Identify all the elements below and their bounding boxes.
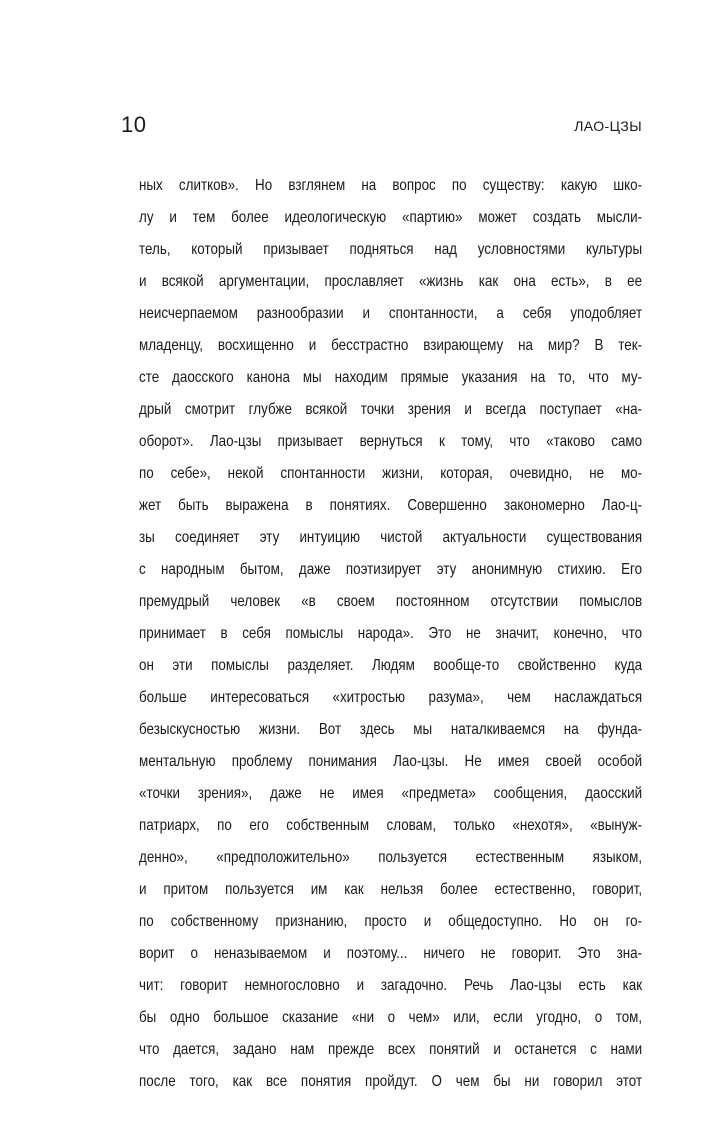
text-line: бы одно большое сказание «ни о чем» или, если угодно, о том,: [139, 1009, 643, 1026]
running-title: ЛАО-ЦЗЫ: [574, 118, 642, 134]
text-line: дрый смотрит глубже всякой точки зрения и всегда поступает «на-: [139, 401, 643, 418]
text-line: он эти помыслы разделяет. Людям вообще-то свойственно куда: [139, 657, 643, 674]
text-line: лу и тем более идеологическую «партию» может создать мысли-: [139, 209, 643, 226]
text-line: премудрый человек «в своем постоянном отсутствии помыслов: [139, 593, 643, 610]
text-line: неисчерпаемом разнообразии и спонтанности, а себя уподобляет: [139, 305, 643, 322]
text-line: принимает в себя помыслы народа». Это не значит, конечно, что: [139, 625, 643, 642]
text-line: после того, как все понятия пройдут. О чем бы ни говорил этот: [139, 1073, 643, 1090]
text-line: чит: говорит немногословно и загадочно. Речь Лао-цзы есть как: [139, 977, 643, 994]
text-line: денно», «предположительно» пользуется естественным языком,: [139, 849, 643, 866]
text-line: младенцу, восхищенно и бесстрастно взирающему на мир? В тек-: [139, 337, 643, 354]
text-line: с народным бытом, даже поэтизирует эту анонимную стихию. Его: [139, 561, 643, 578]
text-line: и всякой аргументации, прославляет «жизнь как она есть», в ее: [139, 273, 643, 290]
text-line: патриарх, по его собственным словам, только «нехотя», «вынуж-: [139, 817, 643, 834]
text-line: ментальную проблему понимания Лао-цзы. Не имея своей особой: [139, 753, 643, 770]
text-line: безыскусностью жизни. Вот здесь мы наталкиваемся на фунда-: [139, 721, 643, 738]
text-line: что дается, задано нам прежде всех понятий и останется с нами: [139, 1041, 643, 1058]
page-number: 10: [121, 112, 147, 137]
text-line: ных слитков». Но взглянем на вопрос по существу: какую шко-: [139, 177, 643, 194]
text-line: ворит о неназываемом и поэтому... ничего не говорит. Это зна-: [139, 945, 643, 962]
text-line: оборот». Лао-цзы призывает вернуться к тому, что «таково само: [139, 433, 643, 450]
body-text: [139, 170, 642, 1098]
text-line: сте даосского канона мы находим прямые указания на то, что му-: [139, 369, 643, 386]
text-line: по собственному признанию, просто и общедоступно. Но он го-: [139, 913, 643, 930]
page-header: [121, 112, 642, 142]
text-line: «точки зрения», даже не имея «предмета» сообщения, даосский: [139, 785, 643, 802]
text-line: жет быть выражена в понятиях. Совершенно закономерно Лао-ц-: [139, 497, 643, 514]
text-line: по себе», некой спонтанности жизни, которая, очевидно, не мо-: [139, 465, 643, 482]
text-line: больше интересоваться «хитростью разума», чем наслаждаться: [139, 689, 643, 706]
text-line: и притом пользуется им как нельзя более естественно, говорит,: [139, 881, 643, 898]
text-line: зы соединяет эту интуицию чистой актуальности существования: [139, 529, 643, 546]
text-line: тель, который призывает подняться над условностями культуры: [139, 241, 643, 258]
